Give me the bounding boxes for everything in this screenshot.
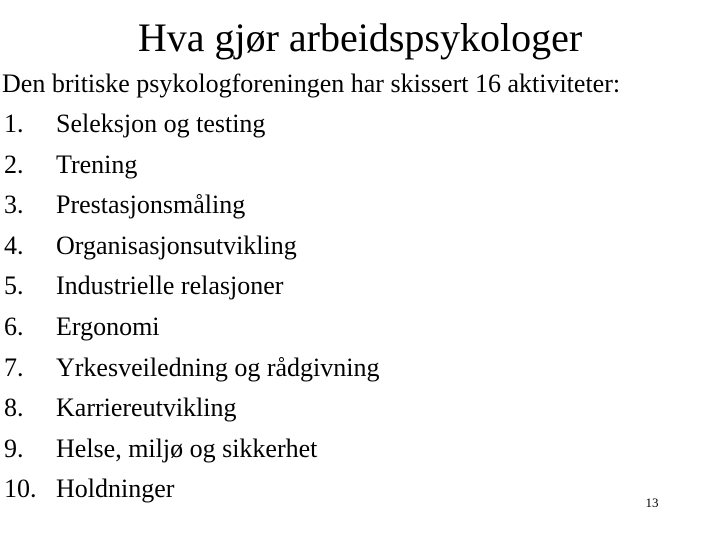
list-item-number: 4. <box>4 230 24 260</box>
list-item-text: Industrielle relasjoner <box>56 271 284 301</box>
intro-text: Den britiske psykologforeningen har skissert 16 aktiviteter: <box>2 69 621 98</box>
slide-title: Hva gjør arbeidspsykologer <box>137 15 583 60</box>
list-item-number: 2. <box>4 149 24 179</box>
list-item-number: 8. <box>4 393 24 423</box>
list-item-text: Ergonomi <box>56 311 160 341</box>
list-item-number: 7. <box>4 352 24 382</box>
list-item-text: Holdninger <box>56 474 175 504</box>
page-number: 13 <box>645 495 659 510</box>
list-item-number: 10. <box>4 474 37 504</box>
list-item-text: Seleksjon og testing <box>56 109 266 138</box>
list-item-number: 3. <box>4 190 24 220</box>
list-item-text: Prestasjonsmåling <box>56 190 246 220</box>
list-item-number: 6. <box>4 311 24 341</box>
list-item-text: Helse, miljø og sikkerhet <box>56 433 318 463</box>
list-item-text: Karriereutvikling <box>56 393 237 423</box>
list-item-number: 5. <box>4 271 24 301</box>
list-item-text: Yrkesveiledning og rådgivning <box>56 352 380 382</box>
list-item-number: 9. <box>4 433 24 463</box>
list-item-number: 1. <box>4 109 24 138</box>
list-item-text: Trening <box>56 149 138 179</box>
list-item-text: Organisasjonsutvikling <box>56 230 297 260</box>
